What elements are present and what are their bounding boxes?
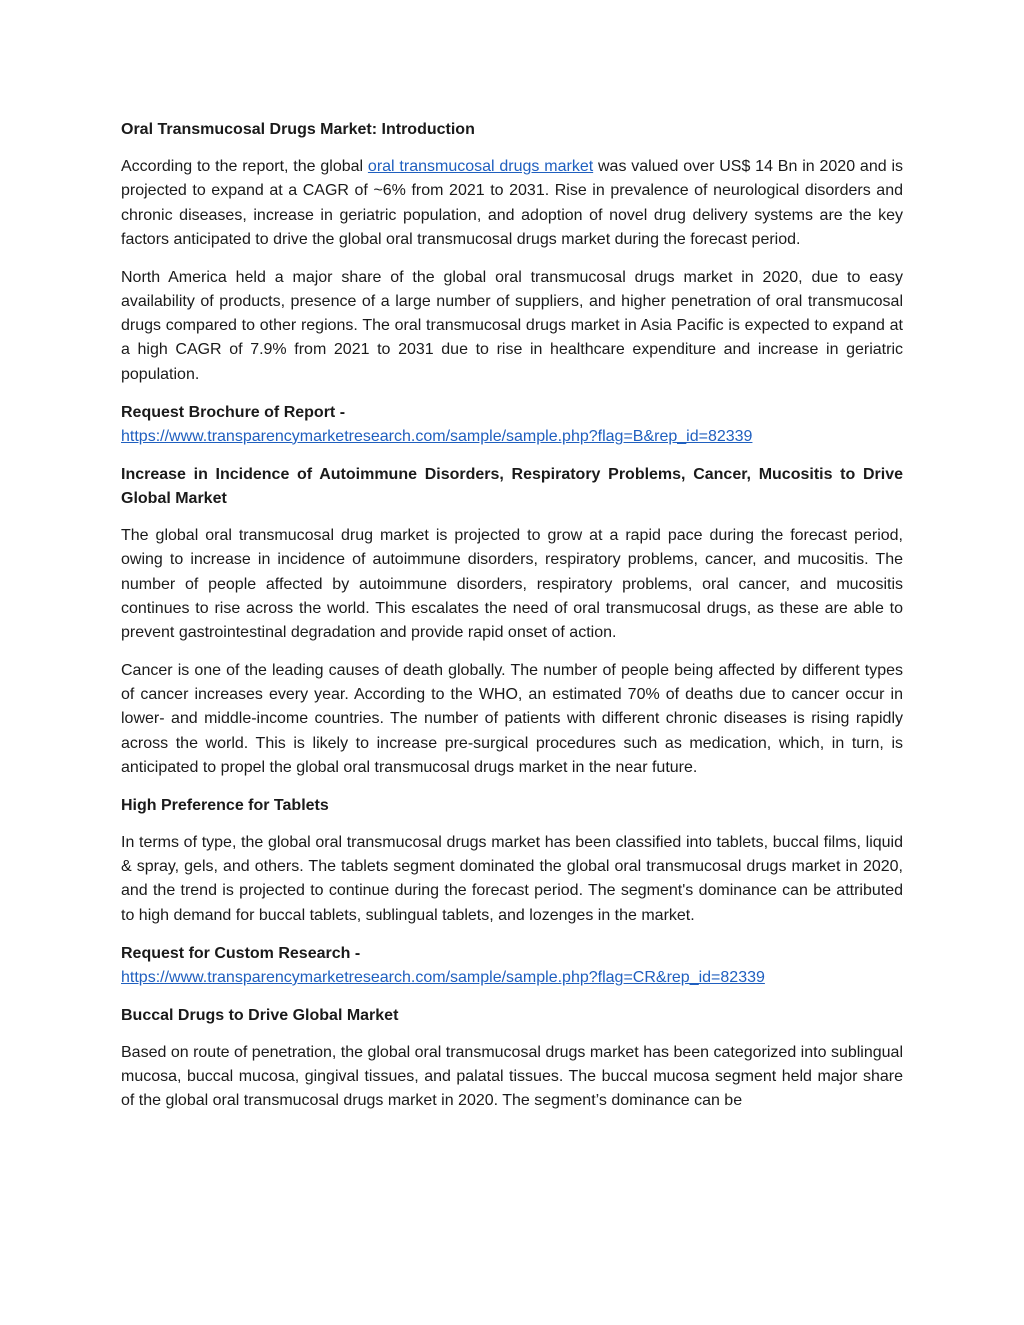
brochure-request-block <box>121 401 903 449</box>
intro-paragraph-1 <box>121 155 903 252</box>
brochure-request-link[interactable]: https://www.transparencymarketresearch.com/sample/sample.php?flag=B&rep_id=82339 <box>121 427 753 445</box>
buccal-paragraph: Based on route of penetration, the global oral transmucosal drugs market has been categorized into sublingual mucosa, buccal mucosa, gingival tissues, and palatal tissues. The buccal mucosa segment held major share of the global oral transmucosal drugs market in 2020. The segment’s dominance can be <box>121 1044 903 1110</box>
incidence-paragraph-2: Cancer is one of the leading causes of death globally. The number of people being affected by different types of cancer increases every year. According to the WHO, an estimated 70% of deaths due to cancer occur in lower- and middle-income countries. The number of patients with different chronic diseases is rising rapidly across the world. This is likely to increase pre-surgical procedures such as medication, which, in turn, is anticipated to propel the global oral transmucosal drugs market in the near future. <box>121 662 903 776</box>
tablets-paragraph: In terms of type, the global oral transmucosal drugs market has been classified into tablets, buccal films, liquid & spray, gels, and others. The tablets segment dominated the global oral transmucosal drugs market in 2020, and the trend is projected to continue during the forecast period. The segment's dominance can be attributed to high demand for buccal tablets, sublingual tablets, and lozenges in the market. <box>121 834 903 924</box>
section-intro-heading: Oral Transmucosal Drugs Market: Introduction <box>121 121 475 138</box>
document-page <box>121 118 903 1127</box>
intro-paragraph-2: North America held a major share of the global oral transmucosal drugs market in 2020, due to easy availability of products, presence of a large number of suppliers, and higher penetration of oral transmucosal drugs compared to other regions. The oral transmucosal drugs market in Asia Pacific is expected to expand at a high CAGR of 7.9% from 2021 to 2031 due to rise in healthcare expenditure and increase in geriatric population. <box>121 268 903 383</box>
intro-p1-text-before: According to the report, the global <box>121 158 368 176</box>
oral-transmucosal-drugs-market-link[interactable]: oral transmucosal drugs market <box>367 158 594 176</box>
custom-research-block <box>121 942 903 990</box>
custom-research-label: Request for Custom Research - <box>121 944 361 962</box>
incidence-paragraph-1: The global oral transmucosal drug market is projected to grow at a rapid pace during the forecast period, owing to increase in incidence of autoimmune disorders, respiratory problems, cancer, and mucositis. The number of people affected by autoimmune disorders, respiratory problems, oral cancer, and mucositis continues to rise across the world. This escalates the need of oral transmucosal drugs, as these are able to prevent gastrointestinal degradation and provide rapid onset of action. <box>121 527 903 642</box>
custom-research-link[interactable]: https://www.transparencymarketresearch.com/sample/sample.php?flag=CR&rep_id=82339 <box>121 968 765 986</box>
section-tablets-heading: High Preference for Tablets <box>121 796 329 814</box>
section-buccal-heading: Buccal Drugs to Drive Global Market <box>121 1006 399 1024</box>
section-incidence-heading: Increase in Incidence of Autoimmune Disorders, Respiratory Problems, Cancer, Mucositis to Drive Global Market <box>121 465 903 508</box>
brochure-request-label: Request Brochure of Report - <box>121 403 346 421</box>
intro-p1-text-after: was valued over US$ 14 Bn in 2020 and is projected to expand at a CAGR of ~6% from 2021 to 2031. Rise in prevalence of neurological disorders and chronic diseases, increase in geriatric population, and adoption of novel drug delivery systems are the key factors anticipated to drive the global oral transmucosal drugs market during the forecast period. <box>121 158 904 248</box>
